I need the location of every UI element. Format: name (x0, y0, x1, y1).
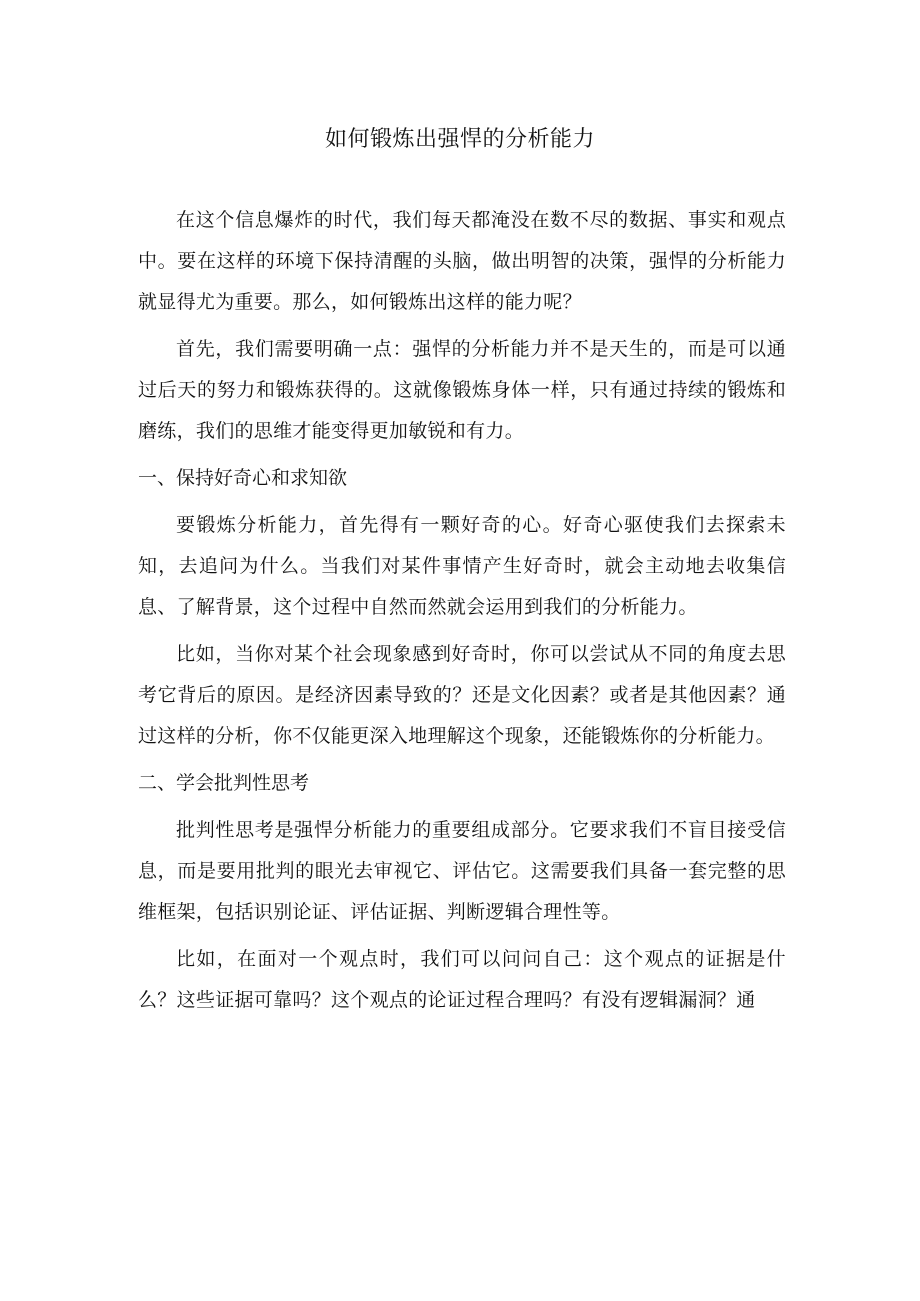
section-2-paragraph-1: 批判性思考是强悍分析能力的重要组成部分。它要求我们不盲目接受信息，而是要用批判的眼光去审视它、评估它。这需要我们具备一套完整的思维框架，包括识别论证、评估证据、判断逻辑合理性等。 (138, 819, 786, 923)
page-title: 如何锻炼出强悍的分析能力 (324, 127, 595, 152)
section-1-paragraph-1: 要锻炼分析能力，首先得有一颗好奇的心。好奇心驱使我们去探索未知，去追问为什么。当我们对某件事情产生好奇时，就会主动地去收集信息、了解背景，这个过程中自然而然就会运用到我们的分析能力。 (138, 514, 786, 618)
section-1-paragraph-2: 比如，当你对某个社会现象感到好奇时，你可以尝试从不同的角度去思考它背后的原因。是经济因素导致的？还是文化因素？或者是其他因素？通过这样的分析，你不仅能更深入地理解这个现象，还能锻炼你的分析能力。 (138, 643, 786, 747)
intro-paragraph-2: 首先，我们需要明确一点：强悍的分析能力并不是天生的，而是可以通过后天的努力和锻炼获得的。这就像锻炼身体一样，只有通过持续的锻炼和磨练，我们的思维才能变得更加敏锐和有力。 (138, 338, 786, 442)
intro-paragraph-1: 在这个信息爆炸的时代，我们每天都淹没在数不尽的数据、事实和观点中。要在这样的环境下保持清醒的头脑，做出明智的决策，强悍的分析能力就显得尤为重要。那么，如何锻炼出这样的能力呢？ (138, 209, 786, 313)
document-body (138, 200, 786, 1027)
section-2-heading: 二、学会批判性思考 (138, 772, 310, 794)
section-2-paragraph-2: 比如，在面对一个观点时，我们可以问问自己：这个观点的证据是什么？这些证据可靠吗？这个观点的论证过程合理吗？有没有逻辑漏洞？通 (138, 948, 786, 1011)
section-1-heading: 一、保持好奇心和求知欲 (138, 467, 348, 489)
